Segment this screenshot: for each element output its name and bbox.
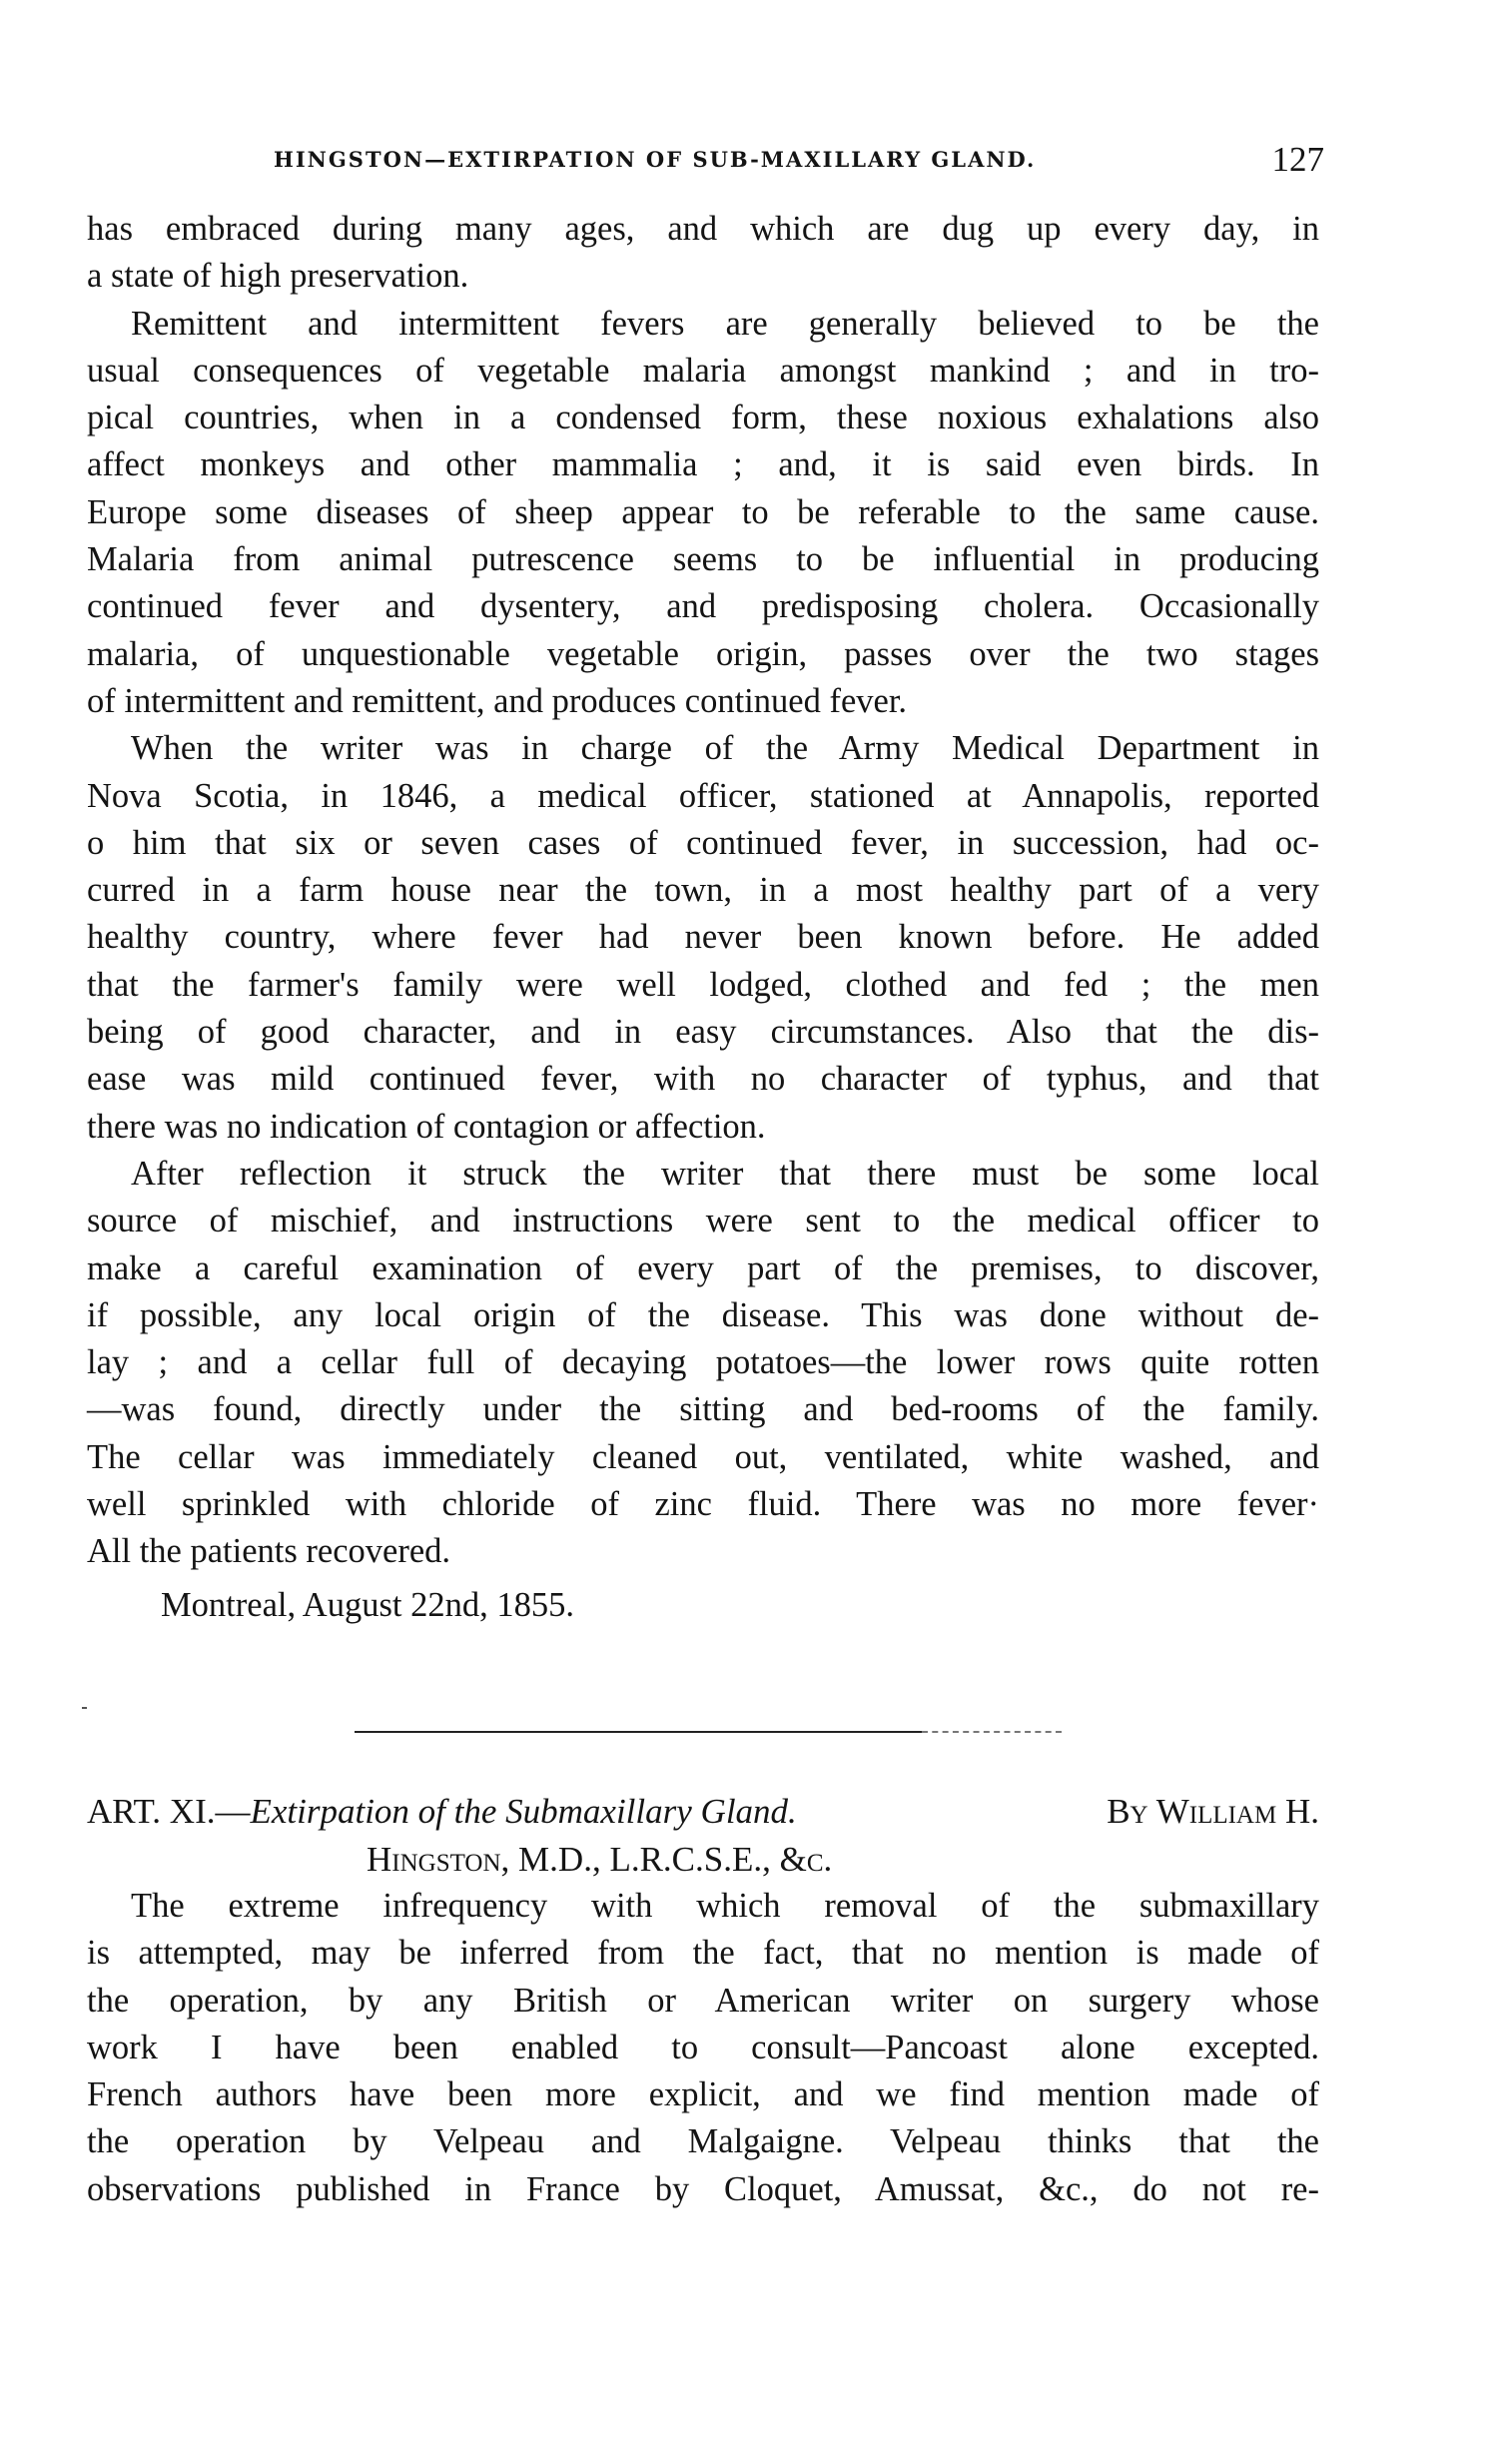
body-line: well sprinkled with chloride of zinc fluid. There was no more fever·	[87, 1485, 1319, 1524]
article-line: the operation by Velpeau and Malgaigne. Velpeau thinks that the	[87, 2122, 1319, 2161]
article-line: is attempted, may be inferred from the fact, that no mention is made of	[87, 1934, 1319, 1973]
article-heading-line-1	[87, 1788, 1319, 1836]
body-line: that the farmer's family were well lodged, clothed and fed ; the men	[87, 965, 1319, 1004]
body-line: —was found, directly under the sitting and bed-rooms of the family.	[87, 1390, 1319, 1429]
article-line: The extreme infrequency with which removal of the submaxillary	[131, 1887, 1319, 1925]
article-line: French authors have been more explicit, and we find mention made of	[87, 2075, 1319, 2114]
body-line: ease was mild continued fever, with no character of typhus, and that	[87, 1060, 1319, 1099]
body-line: continued fever and dysentery, and predisposing cholera. Occasionally	[87, 587, 1319, 626]
body-line: All the patients recovered.	[87, 1532, 451, 1571]
margin-mark	[82, 1707, 87, 1709]
article-line: work I have been enabled to consult—Pancoast alone excepted.	[87, 2028, 1319, 2066]
body-line: After reflection it struck the writer that there must be some local	[131, 1154, 1319, 1193]
body-line: healthy country, where fever had never been known before. He added	[87, 918, 1319, 957]
article-heading	[87, 1788, 1319, 1884]
running-title: HINGSTON—EXTIRPATION OF SUB-MAXILLARY GLAND.	[274, 147, 1037, 172]
body-text	[87, 206, 1319, 1576]
running-head	[240, 138, 1324, 182]
article-author: Hingston, M.D., L.R.C.S.E., &c.	[367, 1840, 833, 1879]
article-text	[87, 1883, 1319, 2213]
page-number: 127	[1271, 140, 1324, 179]
body-line: has embraced during many ages, and which are dug up every day, in	[87, 210, 1319, 248]
article-line: the operation, by any British or American writer on surgery whose	[87, 1981, 1319, 2020]
article-number: ART. XI.—	[87, 1792, 251, 1831]
body-line: usual consequences of vegetable malaria amongst mankind ; and in tro-	[87, 351, 1319, 390]
body-line: Europe some diseases of sheep appear to be referable to the same cause.	[87, 492, 1319, 531]
body-line: affect monkeys and other mammalia ; and, it is said even birds. In	[87, 445, 1319, 484]
article-title: Extirpation of the Submaxillary Gland.	[250, 1792, 797, 1831]
body-line: lay ; and a cellar full of decaying potatoes—the lower rows quite rotten	[87, 1343, 1319, 1382]
body-line: a state of high preservation.	[87, 257, 469, 296]
body-line: source of mischief, and instructions were sent to the medical officer to	[87, 1202, 1319, 1240]
dateline-block	[87, 1581, 1319, 1629]
body-line: The cellar was immediately cleaned out, ventilated, white washed, and	[87, 1437, 1319, 1476]
article-byline: By William H.	[1107, 1792, 1319, 1831]
body-line: Remittent and intermittent fevers are generally believed to be the	[131, 304, 1319, 343]
body-line: if possible, any local origin of the disease. This was done without de-	[87, 1295, 1319, 1334]
body-line: make a careful examination of every part of the premises, to discover,	[87, 1248, 1319, 1287]
body-line: Nova Scotia, in 1846, a medical officer, stationed at Annapolis, reported	[87, 776, 1319, 815]
body-line: of intermittent and remittent, and produces continued fever.	[87, 681, 908, 720]
body-line: being of good character, and in easy circumstances. Also that the dis-	[87, 1013, 1319, 1052]
article-line: observations published in France by Cloquet, Amussat, &c., do not re-	[87, 2169, 1319, 2208]
body-line: there was no indication of contagion or affection.	[87, 1107, 766, 1146]
body-line: pical countries, when in a condensed form, these noxious exhalations also	[87, 399, 1319, 437]
body-line: Malaria from animal putrescence seems to be influential in producing	[87, 540, 1319, 579]
dateline: Montreal, August 22nd, 1855.	[161, 1586, 574, 1624]
body-line: malaria, of unquestionable vegetable origin, passes over the two stages	[87, 634, 1319, 673]
body-line: o him that six or seven cases of continued fever, in succession, had oc-	[87, 823, 1319, 862]
section-divider	[355, 1731, 922, 1733]
section-divider-tail	[922, 1731, 1062, 1733]
body-line: When the writer was in charge of the Army Medical Department in	[131, 729, 1319, 768]
body-line: curred in a farm house near the town, in a most healthy part of a very	[87, 871, 1319, 910]
